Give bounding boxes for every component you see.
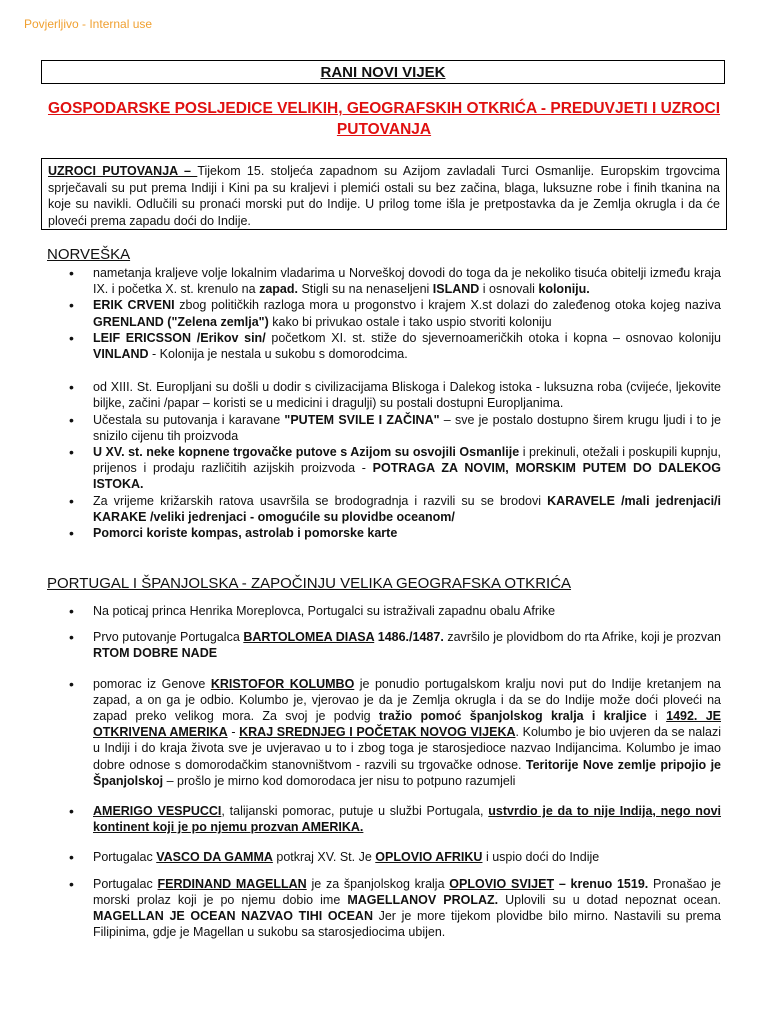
list-item: • Za vrijeme križarskih ratova usavršila se brodogradnja i razvili su se brodovi KARAVELE /mali jedrenjaci/i KARAKE /veliki jedrenjaci - omogućile su plovidbe oceanom/ — [47, 493, 721, 525]
list-item: • LEIF ERICSSON /Erikov sin/ početkom XI. st. stiže do sjevernoameričkih otoka i kopna – osnovao koloniju VINLAND - Kolonija je nestala u sukobu s domorodcima. — [47, 330, 721, 362]
page-title: RANI NOVI VIJEK — [41, 60, 725, 84]
section-heading-norveska: NORVEŠKA — [47, 246, 131, 263]
intro-box — [41, 158, 727, 230]
norveska-list — [47, 265, 721, 541]
list-item: • pomorac iz Genove KRISTOFOR KOLUMBO je ponudio portugalskom kralju novi put do Indije kretanjem na zapad, a on ga je odbio. Kolumbo je, vjerovao je da je Zemlja okrugla i da se do Indije može doći ploveći na zapad preko velikog mora. Za svoj je podvig tražio pomoć španjolskog kralja i kraljice i 1492. JE OTKRIVENA AMERIKA - KRAJ SREDNJEG I POČETAK NOVOG VIJEKA. Kolumbo je bio uvjeren da se nalazi u Indiji i do kraja života sve je uvjeravao u to i zbog toga je starosjedioce nazvao Indijancima. Kolumbo je imao dobre odnose s domorodačkim stanovništvom - razvili su trgovačke odnose. Teritorije Nove zemlje pripojio je Španjolskoj – prošlo je mirno kod domorodaca jer nisu to potpuno razumjeli — [47, 676, 721, 789]
list-item: • U XV. st. neke kopnene trgovačke putove s Azijom su osvojili Osmanlije i prekinuli, otežali i poskupili kupnju, prijenos i prodaju različitih azijskih proizvoda - POTRAGA ZA NOVIM, MORSKIM PUTEM DO DALEKOG ISTOKA. — [47, 444, 721, 493]
list-item: • od XIII. St. Europljani su došli u dodir s civilizacijama Bliskoga i Dalekog istoka - luksuzna roba (cvijeće, ljekovite biljke, začini /papar – koristi se u medicini i dragulji) su postali dostupni Europljanima. — [47, 379, 721, 411]
list-item: • Portugalac FERDINAND MAGELLAN je za španjolskog kralja OPLOVIO SVIJET – krenuo 1519. Pronašao je morski prolaz koji je po njemu dobio ime MAGELLANOV PROLAZ. Uplovili su u dotad nepoznat ocean. MAGELLAN JE OCEAN NAZVAO TIHI OCEAN Jer je more tijekom plovidbe bilo mirno. Nastavili su prema Filipinima, gdje je Magellan u sukobu sa starosjediocima ubijen. — [47, 876, 721, 941]
intro-label: UZROCI PUTOVANJA – — [48, 164, 198, 178]
list-item: • nametanja kraljeve volje lokalnim vladarima u Norveškoj dovodi do toga da je nekoliko tisuća obitelji između kraja IX. i početka X. st. krenulo na zapad. Stigli su na nenaseljeni ISLAND i osnovali koloniju. — [47, 265, 721, 297]
list-item: • Na poticaj princa Henrika Moreplovca, Portugalci su istraživali zapadnu obalu Afrike — [47, 603, 721, 619]
list-item: • Pomorci koriste kompas, astrolab i pomorske karte — [47, 525, 721, 541]
page-subtitle: GOSPODARSKE POSLJEDICE VELIKIH, GEOGRAFSKIH OTKRIĆA - PREDUVJETI I UZROCI PUTOVANJA — [47, 100, 721, 138]
section-heading-portugal: PORTUGAL I ŠPANJOLSKA - ZAPOČINJU VELIKA GEOGRAFSKA OTKRIĆA — [47, 575, 572, 592]
list-item: • Prvo putovanje Portugalca BARTOLOMEA DIASA 1486./1487. završilo je plovidbom do rta Afrike, koji je prozvan RTOM DOBRE NADE — [47, 629, 721, 661]
list-item: • AMERIGO VESPUCCI, talijanski pomorac, putuje u službi Portugala, ustvrdio je da to nije Indija, nego novi kontinent koji je po njemu prozvan AMERIKA. — [47, 803, 721, 835]
portugal-list — [47, 603, 721, 940]
list-item: • ERIK CRVENI zbog političkih razloga mora u progonstvo i krajem X.st dolazi do zaleđenog otoka kojeg naziva GRENLAND ("Zelena zemlja") kako bi privukao ostale i tako uspio stvoriti koloniju — [47, 297, 721, 329]
list-item: • Portugalac VASCO DA GAMMA potkraj XV. St. Je OPLOVIO AFRIKU i uspio doći do Indije — [47, 849, 721, 865]
confidentiality-label: Povjerljivo - Internal use — [24, 17, 153, 31]
list-item: • Učestala su putovanja i karavane "PUTEM SVILE I ZAČINA" – sve je postalo dostupno širem krugu ljudi i to je snizilo cijenu tih proizvoda — [47, 412, 721, 444]
intro-text: Tijekom 15. stoljeća zapadnom su Azijom zavladali Turci Osmanlije. Europskim trgovcima sprječavali su put prema Indiji i Kini pa su kraljevi i plemići ostali su bez začina, blaga, luksuzne robe i finih tkanina na koje su navikli. Odlučili su pronaći morski put do Indije. U prilog tome išla je pretpostavka da je Zemlja okrugla i da će ploveći prema zapadu doći do Indije. — [48, 164, 720, 228]
